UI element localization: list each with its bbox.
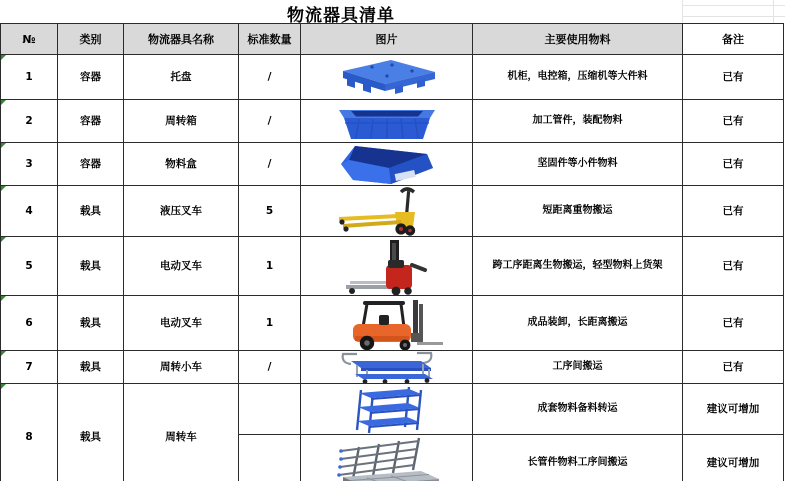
no-cell[interactable] [1, 100, 58, 143]
row-number: 6 [25, 316, 33, 329]
category-cell[interactable]: 载具 [58, 384, 124, 481]
table-row [1, 296, 784, 351]
name-cell[interactable]: 电动叉车 [124, 296, 239, 351]
table-row [1, 237, 784, 296]
name-cell[interactable]: 液压叉车 [124, 186, 239, 237]
header-materials[interactable]: 主要使用物料 [473, 24, 683, 55]
electric-pallet-stacker-photo [301, 237, 472, 295]
header-picture[interactable]: 图片 [301, 24, 473, 55]
name-cell[interactable]: 周转车 [124, 384, 239, 481]
header-name[interactable]: 物流器具名称 [124, 24, 239, 55]
picture-cell[interactable] [301, 296, 473, 351]
materials-cell[interactable]: 成套物料备料转运 [473, 384, 683, 435]
category-cell[interactable]: 载具 [58, 237, 124, 296]
materials-cell[interactable]: 工序间搬运 [473, 351, 683, 384]
no-cell[interactable] [1, 237, 58, 296]
category-cell[interactable]: 载具 [58, 296, 124, 351]
category-cell[interactable]: 容器 [58, 100, 124, 143]
no-cell[interactable] [1, 143, 58, 186]
blue-shelf-rack-photo [301, 384, 472, 434]
header-category[interactable]: 类别 [58, 24, 124, 55]
cell-error-indicator [1, 237, 6, 242]
header-no[interactable]: № [1, 24, 58, 55]
remark-cell[interactable]: 已有 [683, 55, 784, 100]
no-cell[interactable] [1, 351, 58, 384]
cell-error-indicator [1, 296, 6, 301]
table-row [1, 100, 784, 143]
title-bar [0, 0, 783, 26]
orange-counterbalance-forklift-photo [301, 296, 472, 350]
two-tier-platform-cart-photo [301, 351, 472, 383]
category-cell[interactable]: 容器 [58, 55, 124, 100]
picture-cell[interactable] [301, 384, 473, 435]
qty-cell[interactable]: / [239, 100, 301, 143]
cell-error-indicator [1, 384, 6, 389]
page-title: 物流器具清单 [287, 6, 395, 26]
materials-cell[interactable]: 机柜，电控箱，压缩机等大件料 [473, 55, 683, 100]
no-cell[interactable] [1, 384, 58, 481]
remark-cell[interactable]: 已有 [683, 143, 784, 186]
row-number: 2 [25, 114, 33, 127]
materials-cell[interactable]: 长管件物料工序间搬运 [473, 435, 683, 481]
cell-error-indicator [1, 186, 6, 191]
picture-cell[interactable] [301, 237, 473, 296]
materials-cell[interactable]: 跨工序距离生物搬运，轻型物料上货架 [473, 237, 683, 296]
picture-cell[interactable] [301, 55, 473, 100]
picture-cell[interactable] [301, 186, 473, 237]
row-number: 3 [25, 157, 33, 170]
no-cell[interactable] [1, 296, 58, 351]
gridline [682, 5, 785, 6]
qty-cell[interactable]: / [239, 351, 301, 384]
header-qty[interactable]: 标准数量 [239, 24, 301, 55]
gridline [773, 0, 774, 23]
picture-cell[interactable] [301, 435, 473, 481]
category-cell[interactable]: 载具 [58, 351, 124, 384]
remark-cell[interactable]: 已有 [683, 237, 784, 296]
header-remark[interactable]: 备注 [683, 24, 784, 55]
category-cell[interactable]: 载具 [58, 186, 124, 237]
table-row [1, 143, 784, 186]
row-number: 7 [25, 360, 33, 373]
qty-cell[interactable]: 1 [239, 296, 301, 351]
qty-cell[interactable]: / [239, 143, 301, 186]
blue-plastic-pallet-photo [301, 55, 472, 99]
row-number: 1 [25, 70, 33, 83]
yellow-hand-pallet-jack-photo [301, 186, 472, 236]
row-number: 5 [25, 259, 33, 272]
qty-cell[interactable]: 5 [239, 186, 301, 237]
category-cell[interactable]: 容器 [58, 143, 124, 186]
table-row [1, 384, 784, 435]
cell-error-indicator [1, 100, 6, 105]
qty-cell[interactable] [239, 384, 301, 435]
picture-cell[interactable] [301, 351, 473, 384]
remark-cell[interactable]: 已有 [683, 100, 784, 143]
remark-cell[interactable]: 已有 [683, 296, 784, 351]
table-row [1, 351, 784, 384]
qty-cell[interactable] [239, 435, 301, 481]
materials-cell[interactable]: 短距离重物搬运 [473, 186, 683, 237]
table-row [1, 186, 784, 237]
gridline [682, 16, 785, 17]
cell-error-indicator [1, 351, 6, 356]
remark-cell[interactable]: 已有 [683, 351, 784, 384]
name-cell[interactable]: 周转小车 [124, 351, 239, 384]
cantilever-pipe-rack-cart-photo [301, 435, 472, 481]
remark-cell[interactable]: 建议可增加 [683, 384, 784, 435]
blue-turnover-box-photo [301, 101, 472, 141]
cell-error-indicator [1, 55, 6, 60]
materials-cell[interactable]: 坚固件等小件物料 [473, 143, 683, 186]
name-cell[interactable]: 托盘 [124, 55, 239, 100]
remark-cell[interactable]: 已有 [683, 186, 784, 237]
picture-cell[interactable] [301, 100, 473, 143]
header-row [1, 24, 784, 55]
no-cell[interactable] [1, 186, 58, 237]
remark-cell[interactable]: 建议可增加 [683, 435, 784, 481]
name-cell[interactable]: 电动叉车 [124, 237, 239, 296]
materials-cell[interactable]: 加工管件，装配物料 [473, 100, 683, 143]
qty-cell[interactable]: 1 [239, 237, 301, 296]
name-cell[interactable]: 物料盒 [124, 143, 239, 186]
gridline [682, 0, 683, 23]
blue-parts-bin-photo [301, 143, 472, 185]
cell-error-indicator [1, 143, 6, 148]
name-cell[interactable]: 周转箱 [124, 100, 239, 143]
table-row [1, 55, 784, 100]
picture-cell[interactable] [301, 143, 473, 186]
equipment-table [0, 23, 784, 481]
row-number: 4 [25, 204, 33, 217]
no-cell[interactable] [1, 55, 58, 100]
materials-cell[interactable]: 成品装卸，长距离搬运 [473, 296, 683, 351]
qty-cell[interactable]: / [239, 55, 301, 100]
row-number: 8 [25, 431, 33, 444]
